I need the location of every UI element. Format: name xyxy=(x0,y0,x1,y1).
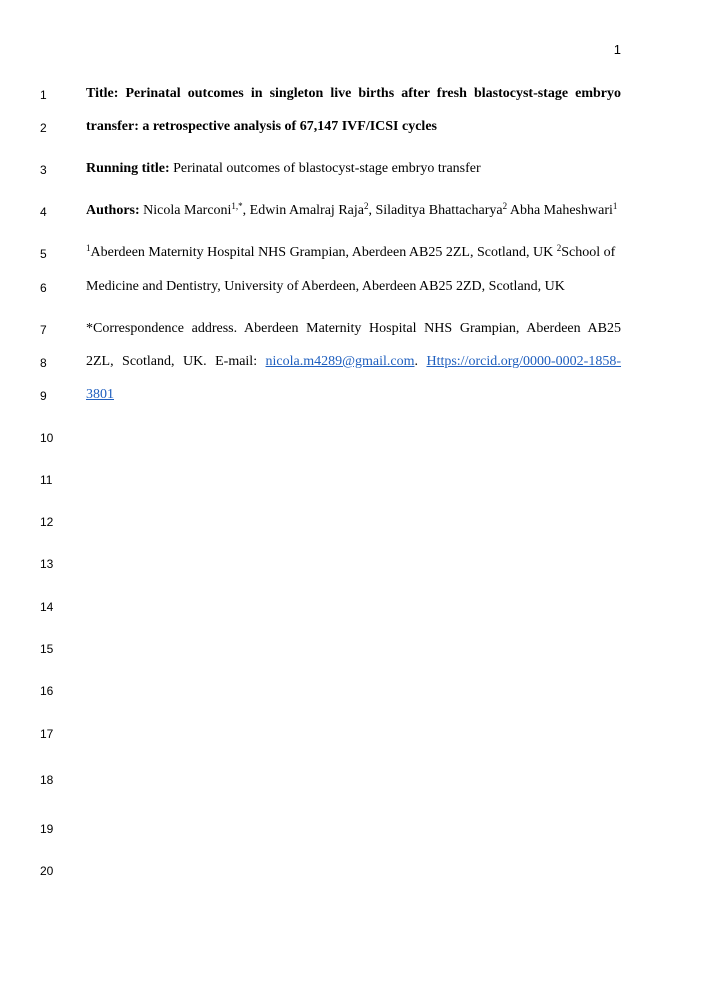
line-number: 8 xyxy=(40,356,47,370)
line-number: 4 xyxy=(40,205,47,219)
line-number: 20 xyxy=(40,864,54,878)
author-separator: , xyxy=(242,203,250,218)
affiliation-line-1 xyxy=(86,245,621,261)
author-name: Edwin Amalraj Raja xyxy=(249,203,364,218)
author-separator: , xyxy=(368,203,376,218)
correspondence-line-3 xyxy=(86,387,621,403)
orcid-link-continued[interactable]: 3801 xyxy=(86,387,114,402)
title-text-1: Perinatal outcomes in singleton live births after fresh blastocyst-stage embryo xyxy=(125,86,621,101)
author-name: Nicola Marconi xyxy=(143,203,232,218)
line-number: 10 xyxy=(40,431,54,445)
title-label: Title: xyxy=(86,86,119,101)
title-line-2 xyxy=(86,119,621,135)
line-number: 15 xyxy=(40,642,54,656)
correspondence-line-1: *Correspondence address. Aberdeen Maternity Hospital NHS Grampian, Aberdeen AB25 xyxy=(86,321,621,336)
email-link[interactable]: nicola.m4289@gmail.com xyxy=(265,354,415,369)
correspondence-line-2 xyxy=(86,354,621,370)
line-number: 17 xyxy=(40,727,54,741)
line-number: 16 xyxy=(40,684,54,698)
title-line-1 xyxy=(86,86,621,102)
affiliation-sup: 2 xyxy=(556,243,562,253)
running-title xyxy=(86,161,621,177)
running-title-text: Perinatal outcomes of blastocyst-stage embryo transfer xyxy=(173,161,481,176)
title-text-2: transfer: a retrospective analysis of 67,147 IVF/ICSI cycles xyxy=(86,119,437,134)
line-number: 18 xyxy=(40,773,54,787)
author-affiliation-sup: 2 xyxy=(363,201,369,211)
line-number: 13 xyxy=(40,557,54,571)
line-number: 1 xyxy=(40,88,47,102)
author-name: Siladitya Bhattacharya xyxy=(375,203,503,218)
line-number: 3 xyxy=(40,163,47,177)
affiliation-text: School of xyxy=(561,245,616,260)
affiliation-line-2: Medicine and Dentistry, University of Aberdeen, Aberdeen AB25 2ZD, Scotland, UK xyxy=(86,279,565,294)
correspondence-text: 2ZL, Scotland, UK. E-mail: xyxy=(86,354,266,369)
author-affiliation-sup: 2 xyxy=(502,201,508,211)
line-number: 19 xyxy=(40,822,54,836)
line-number: 7 xyxy=(40,323,47,337)
line-number: 5 xyxy=(40,247,47,261)
line-number: 12 xyxy=(40,515,54,529)
authors-label: Authors: xyxy=(86,203,140,218)
author-affiliation-sup: 1,* xyxy=(231,201,243,211)
author-affiliation-sup: 1 xyxy=(612,201,618,211)
line-number: 14 xyxy=(40,600,54,614)
affiliation-sup: 1 xyxy=(86,243,91,253)
correspondence-separator: . xyxy=(414,354,427,369)
page-number: 1 xyxy=(613,42,621,57)
line-number: 2 xyxy=(40,121,47,135)
line-number: 9 xyxy=(40,389,47,403)
affiliation-text: Aberdeen Maternity Hospital NHS Grampian, Aberdeen AB25 2ZL, Scotland, UK xyxy=(90,245,557,260)
author-name: Abha Maheshwari xyxy=(509,203,613,218)
orcid-link[interactable]: Https://orcid.org/0000-0002-1858- xyxy=(426,354,622,369)
line-number: 11 xyxy=(40,473,53,487)
authors-line xyxy=(86,203,621,219)
running-title-label: Running title: xyxy=(86,161,170,176)
line-number: 6 xyxy=(40,281,47,295)
